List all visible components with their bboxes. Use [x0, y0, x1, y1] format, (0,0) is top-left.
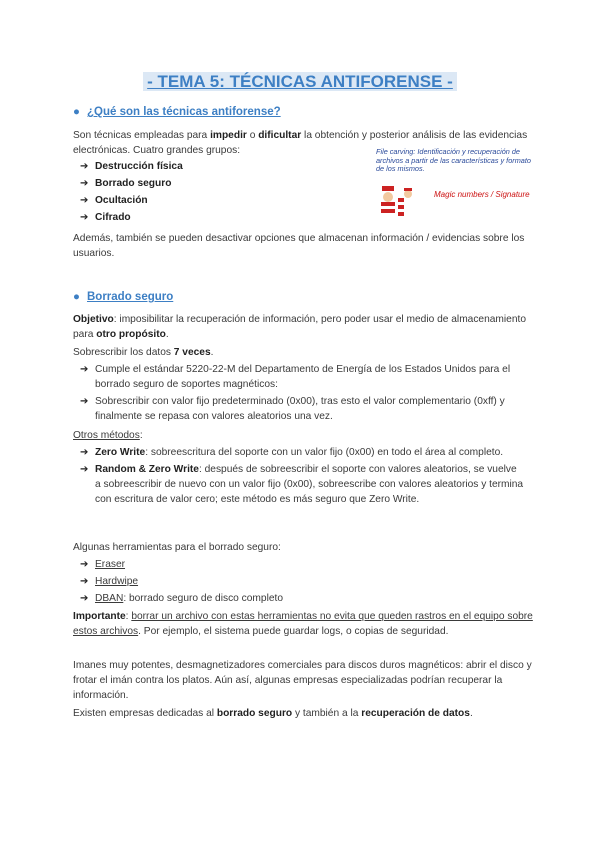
companies-paragraph: Existen empresas dedicadas al borrado seguro y también a la recuperación de datos. — [73, 708, 473, 719]
list-item: ➔ Destrucción física — [80, 161, 183, 172]
arrow-icon: ➔ — [80, 161, 89, 172]
section-heading-antiforense: ● ¿Qué son las técnicas antiforense? — [73, 106, 281, 118]
list-item: ➔ Cumple el estándar 5220-22-M del Departamento de Energía de los Estados Unidos para el borrado seguro de soportes magnéticos: — [80, 364, 511, 390]
figure-caption: File carving: Identificación y recuperación de archivos a partir de las características y formato de los mismos. — [376, 147, 531, 173]
overwrite-list — [80, 362, 525, 426]
arrow-icon: ➔ — [80, 178, 89, 189]
important-paragraph: Importante: borrar un archivo con estas herramientas no evita que queden rastros en el equipo sobre estos archivos. Por ejemplo, el sistema puede guardar logs, o copias de seguridad. — [73, 611, 533, 637]
list-item — [80, 557, 525, 572]
tool-link-hardwipe[interactable]: Hardwipe — [95, 576, 139, 587]
tool-link-dban[interactable]: DBAN — [95, 593, 124, 604]
list-item: ➔ Ocultación — [80, 195, 148, 206]
arrow-icon: ➔ — [80, 195, 89, 206]
bullet: ● — [73, 291, 80, 303]
waldo-illustration-icon — [378, 182, 418, 220]
arrow-icon: ➔ — [80, 212, 89, 223]
arrow-icon: ➔ — [80, 447, 89, 458]
bullet: ● — [73, 106, 80, 118]
list-item: ➔ Random & Zero Write: después de sobreescribir el soporte con valores aleatorios, se vuelve a sobreescribir de nuevo con un valor fijo (0x00), sobreescribe con valores aleatorios y termina con escritura de valor cero; este método es más seguro que Zero Write. — [80, 464, 524, 505]
arrow-icon: ➔ — [80, 576, 89, 587]
list-item — [80, 574, 525, 589]
arrow-icon: ➔ — [80, 364, 89, 375]
arrow-icon: ➔ — [80, 559, 89, 570]
page-title: - TEMA 5: TÉCNICAS ANTIFORENSE - — [0, 72, 600, 92]
other-methods-label: Otros métodos: — [73, 430, 143, 441]
tools-list — [80, 557, 525, 608]
list-item: ➔ Zero Write: sobreescritura del soporte con un valor fijo (0x00) en todo el área al completo. — [80, 447, 504, 458]
list-item: ➔ Cifrado — [80, 212, 131, 223]
arrow-icon: ➔ — [80, 593, 89, 604]
list-item: ➔ DBAN: borrado seguro de disco completo — [80, 593, 284, 604]
tools-intro: Algunas herramientas para el borrado seguro: — [73, 542, 281, 553]
list-item: ➔ Borrado seguro — [80, 178, 172, 189]
other-methods-list — [80, 445, 525, 509]
file-carving-figure — [374, 148, 534, 220]
objective-paragraph: Objetivo: imposibilitar la recuperación de información, pero poder usar el medio de almacenamiento para otro propósito. — [73, 314, 527, 340]
note-paragraph: Además, también se pueden desactivar opciones que almacenan información / evidencias sobre los usuarios. — [73, 233, 525, 259]
list-item: ➔ Sobrescribir con valor fijo predeterminado (0x00), tras esto el valor complementario (0xff) y finalmente se repasa con valores aleatorios una vez. — [80, 396, 505, 422]
figure-magic-label: Magic numbers / Signature — [434, 190, 530, 199]
tool-link-eraser[interactable]: Eraser — [95, 559, 126, 570]
magnets-paragraph: Imanes muy potentes, desmagnetizadores comerciales para discos duros magnéticos: abrir el disco y frotar el imán contra los platos. Aún así, algunas empresas especializadas podrían recuperar la información. — [73, 660, 532, 701]
section-heading-borrado-seguro: ● Borrado seguro — [73, 291, 174, 303]
arrow-icon: ➔ — [80, 396, 89, 407]
intro-paragraph: Son técnicas empleadas para impedir o dificultar la obtención y posterior análisis de las evidencias electrónicas. Cuatro grandes grupos: — [73, 130, 528, 156]
groups-list — [80, 159, 340, 227]
overwrite-paragraph: Sobrescribir los datos 7 veces. — [73, 347, 214, 358]
arrow-icon: ➔ — [80, 464, 89, 475]
